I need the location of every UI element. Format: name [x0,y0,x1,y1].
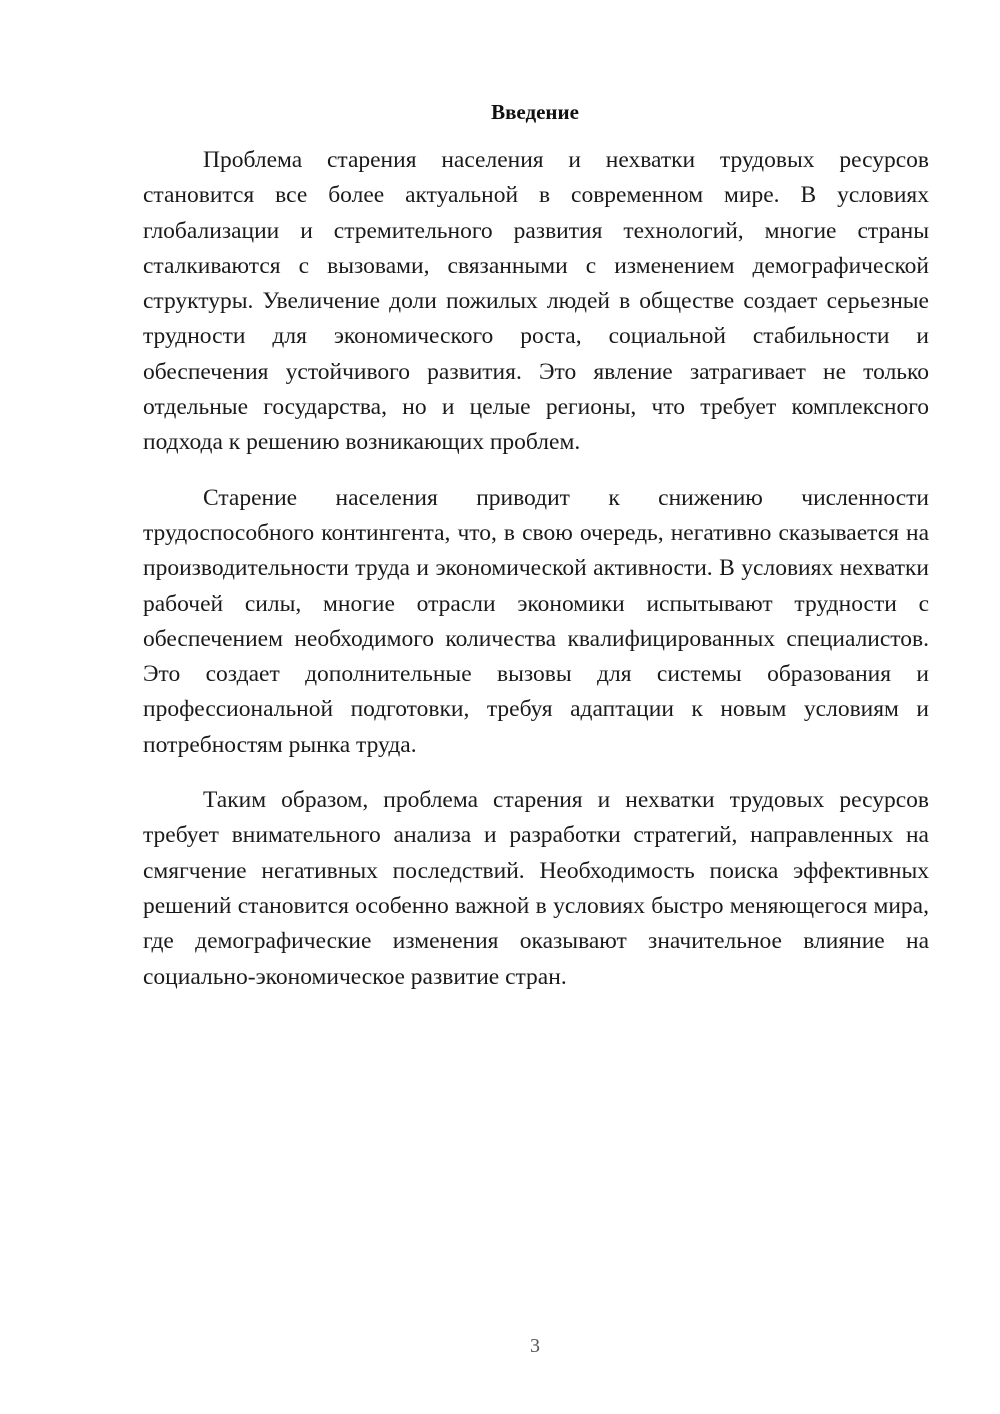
paragraph-2: Старение населения приводит к снижению численности трудоспособного контингента, что, в свою очередь, негативно сказывается на производительности труда и экономической активности. В условиях нехватки рабочей силы, многие отрасли экономики испытывают трудности с обеспечением необходимого количества квалифицированных специалистов. Это создает дополнительные вызовы для системы образования и профессиональной подготовки, требуя адаптации к новым условиям и потребностям рынка труда. [143,484,929,758]
body-text [143,143,929,995]
paragraph-3: Таким образом, проблема старения и нехватки трудовых ресурсов требует внимательного анализа и разработки стратегий, направленных на смягчение негативных последствий. Необходимость поиска эффективных решений становится особенно важной в условиях быстро меняющегося мира, где демографические изменения оказывают значительное влияние на социально-экономическое развитие стран. [143,787,929,990]
page-title: Введение [491,100,579,124]
page-number: 3 [530,1335,540,1357]
paragraph-1: Проблема старения населения и нехватки трудовых ресурсов становится все более актуальной в современном мире. В условиях глобализации и стремительного развития технологий, многие страны сталкиваются с вызовами, связанными с изменением демографической структуры. Увеличение доли пожилых людей в обществе создает серьезные трудности для экономического роста, социальной стабильности и обеспечения устойчивого развития. Это явление затрагивает не только отдельные государства, но и целые регионы, что требует комплексного подхода к решению возникающих проблем. [143,147,929,456]
